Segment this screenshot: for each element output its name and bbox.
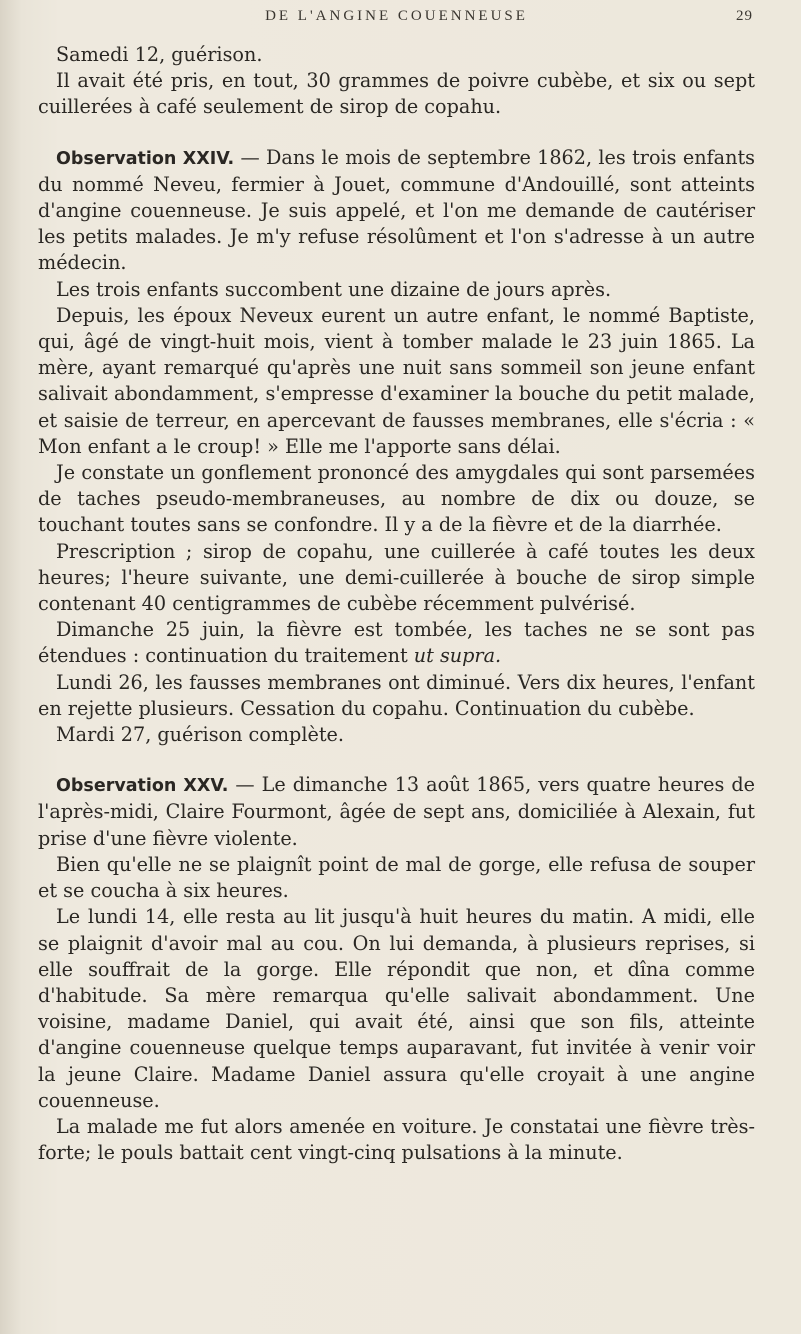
page-number: 29	[736, 8, 753, 24]
paragraph-prescription: Prescription ; sirop de copahu, une cuillerée à café toutes les deux heures; l'heure suivante, une demi-cuillerée à bouche de sirop simple contenant 40 centigrammes de cubèbe récemment pulvérisé.	[38, 539, 755, 616]
paragraph-voiture: La malade me fut alors amenée en voiture. Je constatai une fièvre très-forte; le pouls battait cent vingt-cinq pulsations à la minute.	[38, 1114, 755, 1165]
paragraph-lundi: Lundi 26, les fausses membranes ont diminué. Vers dix heures, l'enfant en rejette plusieurs. Cessation du copahu. Continuation du cubèbe.	[38, 670, 755, 720]
paragraph-baptiste: Depuis, les époux Neveux eurent un autre enfant, le nommé Baptiste, qui, âgé de vingt-huit mois, vient à tomber malade le 23 juin 1865. La mère, ayant remarqué qu'après une nuit sans sommeil son jeune enfant salivait abondamment, s'empresse d'examiner la bouche du petit malade, et saisie de terreur, en apercevant de fausses membranes, elle s'écria : « Mon enfant a le croup! » Elle me l'apporte sans délai.	[38, 303, 755, 458]
paragraph-mardi: Mardi 27, guérison complète.	[56, 723, 344, 747]
observation-24-text: — Dans le mois de septembre 1862, les trois enfants du nommé Neveu, fermier à Jouet, commune d'Andouillé, sont atteints d'angine couenneuse. Je suis appelé, et l'on me demande de cautériser les petits malades. Je m'y refuse résolûment et l'on s'adresse à un autre médecin.	[38, 145, 756, 275]
observation-24	[38, 145, 755, 277]
paragraph-lundi-14: Le lundi 14, elle resta au lit jusqu'à huit heures du matin. A midi, elle se plaignit d'avoir mal au cou. On lui demanda, à plusieurs reprises, si elle souffrait de la gorge. Elle répondit que non, et dîna comme d'habitude. Sa mère remarqua qu'elle salivait abondamment. Une voisine, madame Daniel, qui avait été, ainsi que son fils, atteinte d'angine couenneuse quelque temps auparavant, fut invitée à venir voir la jeune Claire. Madame Daniel assura qu'elle croyait à une angine couenneuse.	[38, 905, 755, 1112]
paragraph-dimanche	[38, 617, 755, 669]
running-head	[38, 8, 755, 36]
paragraph-exam: Je constate un gonflement prononcé des amygdales qui sont parsemées de taches pseudo-membraneuses, au nombre de dix ou douze, se touchant toutes sans se confondre. Il y a de la fièvre et de la diarrhée.	[38, 461, 755, 537]
dimanche-text: Dimanche 25 juin, la fièvre est tombée, les taches ne se sont pas étendues : continuation du traitement	[38, 618, 755, 668]
paragraph-souper: Bien qu'elle ne se plaignît point de mal de gorge, elle refusa de souper et se coucha à six heures.	[38, 852, 755, 903]
observation-24-heading: Observation XXIV.	[56, 148, 235, 169]
paragraph-samedi: Samedi 12, guérison.	[56, 43, 263, 66]
paragraph-deaths: Les trois enfants succombent une dizaine de jours après.	[56, 277, 612, 301]
body-text	[38, 42, 755, 1166]
observation-25-text: — Le dimanche 13 août 1865, vers quatre heures de l'après-midi, Claire Fourmont, âgée de sept ans, domiciliée à Alexain, fut prise d'une fièvre violente.	[38, 773, 755, 850]
dimanche-italic: ut supra.	[413, 644, 502, 668]
observation-25-heading: Observation XXV.	[56, 776, 229, 797]
running-title: DE L'ANGINE COUENNEUSE	[265, 8, 528, 24]
observation-25	[38, 772, 755, 852]
paragraph-summary: Il avait été pris, en tout, 30 grammes de poivre cubèbe, et six ou sept cuillerées à café seulement de sirop de copahu.	[38, 69, 755, 119]
